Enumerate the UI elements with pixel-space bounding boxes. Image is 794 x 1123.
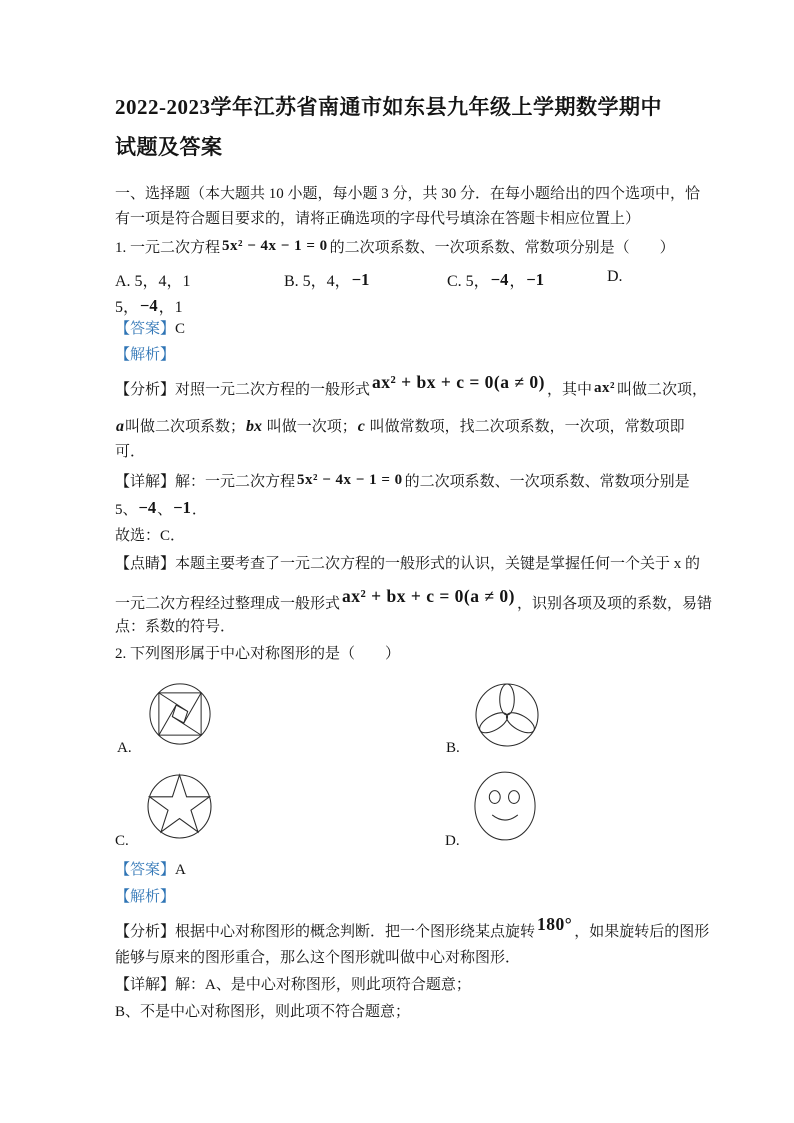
section-header-line2: 有一项是符合题目要求的，请将正确选项的字母代号填涂在答题卡相应位置上） bbox=[115, 211, 641, 227]
q1-detail-l2-p2: 、 bbox=[157, 502, 173, 518]
figure-c-star-in-circle bbox=[146, 773, 213, 840]
q1-ax2-term: ax² bbox=[593, 380, 615, 396]
q1-option-c-num2: −1 bbox=[526, 270, 545, 289]
figure-label-a: A. bbox=[117, 740, 132, 756]
q1-option-d-content bbox=[115, 294, 183, 317]
q1-stem-prefix: 1. 一元二次方程 bbox=[115, 240, 221, 256]
figure-a-pinwheel-in-circle bbox=[148, 682, 212, 746]
q1-detail-l2-p3: ． bbox=[191, 502, 207, 518]
page-title-line1: 2022-2023学年江苏省南通市如东县九年级上学期数学期中 bbox=[115, 95, 662, 119]
q1-analysis-line2 bbox=[115, 417, 685, 437]
q2-analysis-l1-prefix: 【分析】根据中心对称图形的概念判断．把一个图形绕某点旋转 bbox=[115, 924, 536, 940]
q1-analysis-l2-t2: 叫做一次项； bbox=[263, 419, 357, 435]
q1-option-c-text: C. 5， bbox=[447, 273, 490, 290]
q1-detail-line2 bbox=[115, 499, 207, 520]
q2-analysis-line1 bbox=[115, 914, 710, 942]
q1-option-a: A. 5，4，1 bbox=[115, 273, 191, 290]
q1-stem-suffix: 的二次项系数、一次项系数、常数项分别是（ ） bbox=[329, 240, 675, 256]
q1-analysis-l1-mid: ，其中 bbox=[546, 382, 592, 398]
q1-option-d-p1: 5， bbox=[115, 299, 140, 316]
q1-analysis-line3: 可． bbox=[115, 444, 146, 460]
q1-remark-l2-suffix: ，识别各项及项的系数，易错 bbox=[516, 596, 712, 612]
q1-detail-l2-n2: −1 bbox=[173, 498, 191, 517]
q2-analysis-line2: 能够与原来的图形重合，那么这个图形就叫做中心对称图形． bbox=[115, 950, 521, 966]
var-c: c bbox=[357, 418, 365, 435]
q2-answer-line bbox=[115, 860, 186, 880]
q1-answer-line bbox=[115, 319, 185, 339]
figure-b-trefoil-in-circle bbox=[474, 682, 540, 748]
q1-conclusion: 故选：C． bbox=[115, 528, 186, 544]
q1-remark-l2-prefix: 一元二次方程经过整理成一般形式 bbox=[115, 596, 341, 612]
q1-detail-line1 bbox=[115, 472, 690, 492]
q1-option-b bbox=[284, 268, 370, 291]
q1-analysis-l2-t1: 叫做二次项系数； bbox=[125, 419, 246, 435]
q1-analysis-line1 bbox=[115, 372, 707, 400]
q1-answer-value: C bbox=[175, 321, 186, 337]
q2-analysis-l1-suffix: ，如果旋转后的图形 bbox=[574, 924, 710, 940]
q1-remark-line2 bbox=[115, 586, 712, 614]
page-title-line2: 试题及答案 bbox=[115, 135, 223, 159]
q1-analysis-l2-t3: 叫做常数项，找二次项系数，一次项，常数项即 bbox=[365, 419, 685, 435]
q1-jiexi-label: 【解析】 bbox=[115, 347, 176, 363]
q1-option-d-p2: ，1 bbox=[158, 299, 183, 316]
q1-detail-equation: 5x² − 4x − 1 = 0 bbox=[297, 472, 403, 488]
q1-detail-prefix: 【详解】解：一元二次方程 bbox=[115, 474, 296, 490]
figure-label-d: D. bbox=[445, 833, 460, 849]
question-2-stem: 2. 下列图形属于中心对称图形的是（ ） bbox=[115, 646, 401, 662]
q1-option-c-num1: −4 bbox=[490, 270, 509, 289]
q1-remark-equation: ax² + bx + c = 0(a ≠ 0) bbox=[342, 586, 515, 606]
q2-jiexi-label: 【解析】 bbox=[115, 889, 176, 905]
q1-equation: 5x² − 4x − 1 = 0 bbox=[222, 238, 328, 254]
q1-option-c-sep: ， bbox=[509, 273, 526, 290]
answer-label: 【答案】 bbox=[115, 321, 176, 337]
q1-option-c bbox=[447, 268, 545, 291]
figure-d-smiley-face bbox=[473, 770, 537, 842]
q1-option-b-text: B. 5，4， bbox=[284, 273, 351, 290]
q2-rotation-degree: 180° bbox=[537, 914, 573, 934]
figure-label-b: B. bbox=[446, 740, 460, 756]
q1-remark-line3: 点：系数的符号． bbox=[115, 619, 236, 635]
section-header-line1: 一、选择题（本大题共 10 小题，每小题 3 分，共 30 分．在每小题给出的四个选项中，恰 bbox=[115, 186, 701, 202]
q1-analysis-l1-prefix: 【分析】对照一元二次方程的一般形式 bbox=[115, 382, 371, 398]
q1-option-d-label: D. bbox=[607, 268, 623, 285]
var-a: a bbox=[116, 418, 124, 435]
q1-remark-line1: 【点睛】本题主要考查了一元二次方程的一般形式的认识，关键是掌握任何一个关于 x 的 bbox=[115, 556, 701, 572]
q1-option-b-num: −1 bbox=[351, 270, 370, 289]
answer-label: 【答案】 bbox=[115, 862, 176, 878]
q2-detail-line1: 【详解】解：A、是中心对称图形，则此项符合题意； bbox=[115, 977, 471, 993]
q2-answer-value: A bbox=[175, 862, 186, 878]
q2-detail-line2: B、不是中心对称图形，则此项不符合题意； bbox=[115, 1004, 411, 1020]
q1-general-form-equation: ax² + bx + c = 0(a ≠ 0) bbox=[372, 372, 545, 392]
figure-label-c: C. bbox=[115, 833, 129, 849]
q1-detail-l2-p1: 5、 bbox=[115, 502, 138, 518]
question-1-stem bbox=[115, 238, 675, 258]
q1-analysis-l1-suffix: 叫做二次项， bbox=[616, 382, 707, 398]
var-bx: bx bbox=[246, 418, 263, 435]
q1-detail-l2-n1: −4 bbox=[138, 498, 157, 517]
q1-detail-suffix: 的二次项系数、一次项系数、常数项分别是 bbox=[404, 474, 690, 490]
q1-option-d-num: −4 bbox=[140, 296, 158, 315]
